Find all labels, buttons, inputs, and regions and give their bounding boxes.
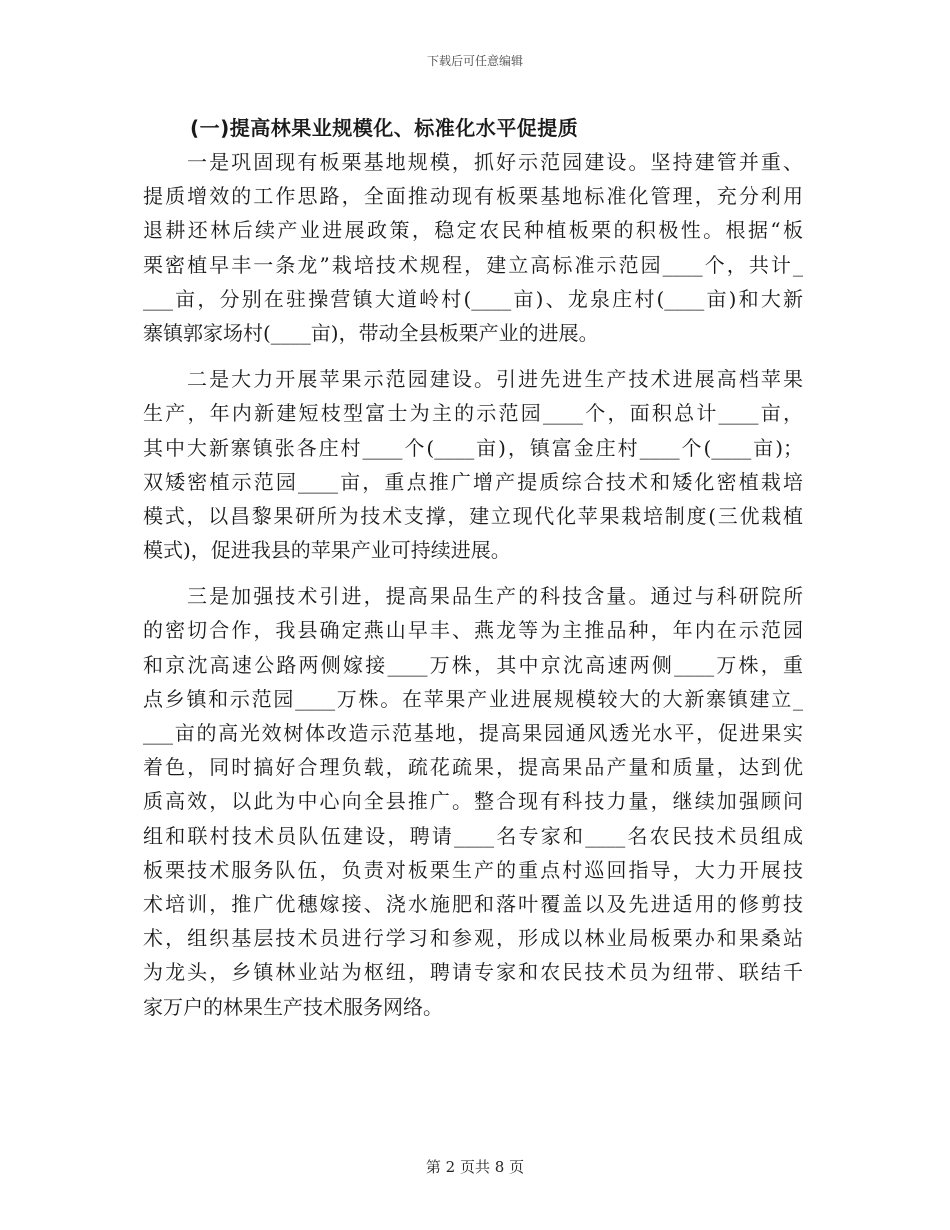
paragraph-line: 和京沈高速公路两侧嫁接____万株，其中京沈高速两侧____万株，重 <box>143 652 803 677</box>
paragraph-apple-demo <box>143 362 803 567</box>
paragraph-line: 点乡镇和示范园____万株。在苹果产业进展规模较大的大新寨镇建立_ <box>143 686 803 711</box>
paragraph-line: ___亩，分别在驻操营镇大道岭村(____亩)、龙泉庄村(____亩)和大新 <box>143 286 803 311</box>
document-body <box>143 111 803 1024</box>
paragraph-line: 家万户的林果生产技术服务网络。 <box>143 994 443 1019</box>
paragraph-line: 生产，年内新建短枝型富士为主的示范园____个，面积总计____亩， <box>143 401 803 426</box>
paragraph-line: 质高效，以此为中心向全县推广。整合现有科技力量，继续加强顾问 <box>143 789 803 814</box>
paragraph-line: ___亩的高光效树体改造示范基地，提高果园通风透光水平，促进果实 <box>143 721 803 745</box>
paragraph-spacer <box>143 567 803 579</box>
paragraph-line: 模式)，促进我县的苹果产业可持续进展。 <box>143 538 511 563</box>
paragraph-line: 双矮密植示范园____亩，重点推广增产提质综合技术和矮化密植栽培 <box>143 469 803 494</box>
paragraph-line: 为龙头，乡镇林业站为枢纽，聘请专家和农民技术员为纽带、联结千 <box>143 960 803 985</box>
paragraph-line: 一是巩固现有板栗基地规模，抓好示范园建设。坚持建管并重、 <box>187 150 803 174</box>
section-title: (一)提高林果业规模化、标准化水平促提质 <box>190 116 579 140</box>
paragraph-line: 的密切合作，我县确定燕山早丰、燕龙等为主推品种，年内在示范园 <box>143 618 803 643</box>
paragraph-line: 模式，以昌黎果研所为技术支撑，建立现代化苹果栽培制度(三优栽植 <box>143 503 803 528</box>
paragraph-line: 提质增效的工作思路，全面推动现有板栗基地标准化管理，充分利用 <box>143 184 803 209</box>
paragraph-line: 三是加强技术引进，提高果品生产的科技含量。通过与科研院所 <box>187 584 803 609</box>
paragraph-line: 退耕还林后续产业进展政策，稳定农民种植板栗的积极性。根据“板 <box>143 218 803 243</box>
paragraph-line: 其中大新寨镇张各庄村____个(____亩)，镇富金庄村____个(____亩)； <box>143 435 803 460</box>
paragraph-line: 二是大力开展苹果示范园建设。引进先进生产技术进展高档苹果 <box>187 367 803 392</box>
page-header: 下载后可任意编辑 <box>426 54 523 68</box>
paragraph-line: 术，组织基层技术员进行学习和参观，形成以林业局板栗办和果桑站 <box>143 926 803 951</box>
paragraph-line: 寨镇郭家场村(____亩)，带动全县板栗产业的进展。 <box>143 320 599 345</box>
paragraph-chestnut-base <box>143 145 803 350</box>
paragraph-spacer <box>143 350 803 362</box>
page-number: 第 2 页共 8 页 <box>425 1158 525 1176</box>
paragraph-line: 组和联村技术员队伍建设，聘请____名专家和____名农民技术员组成 <box>143 823 803 848</box>
paragraph-tech-intro <box>143 579 803 1023</box>
paragraph-line: 着色，同时搞好合理负载，疏花疏果，提高果品产量和质量，达到优 <box>143 755 803 780</box>
paragraph-line: 术培训，推广优穗嫁接、浇水施肥和落叶覆盖以及先进适用的修剪技 <box>143 891 803 916</box>
paragraph-line: 栗密植早丰一条龙”栽培技术规程，建立高标准示范园____个，共计_ <box>143 252 803 277</box>
paragraph-line: 板栗技术服务队伍，负责对板栗生产的重点村巡回指导，大力开展技 <box>143 857 803 882</box>
